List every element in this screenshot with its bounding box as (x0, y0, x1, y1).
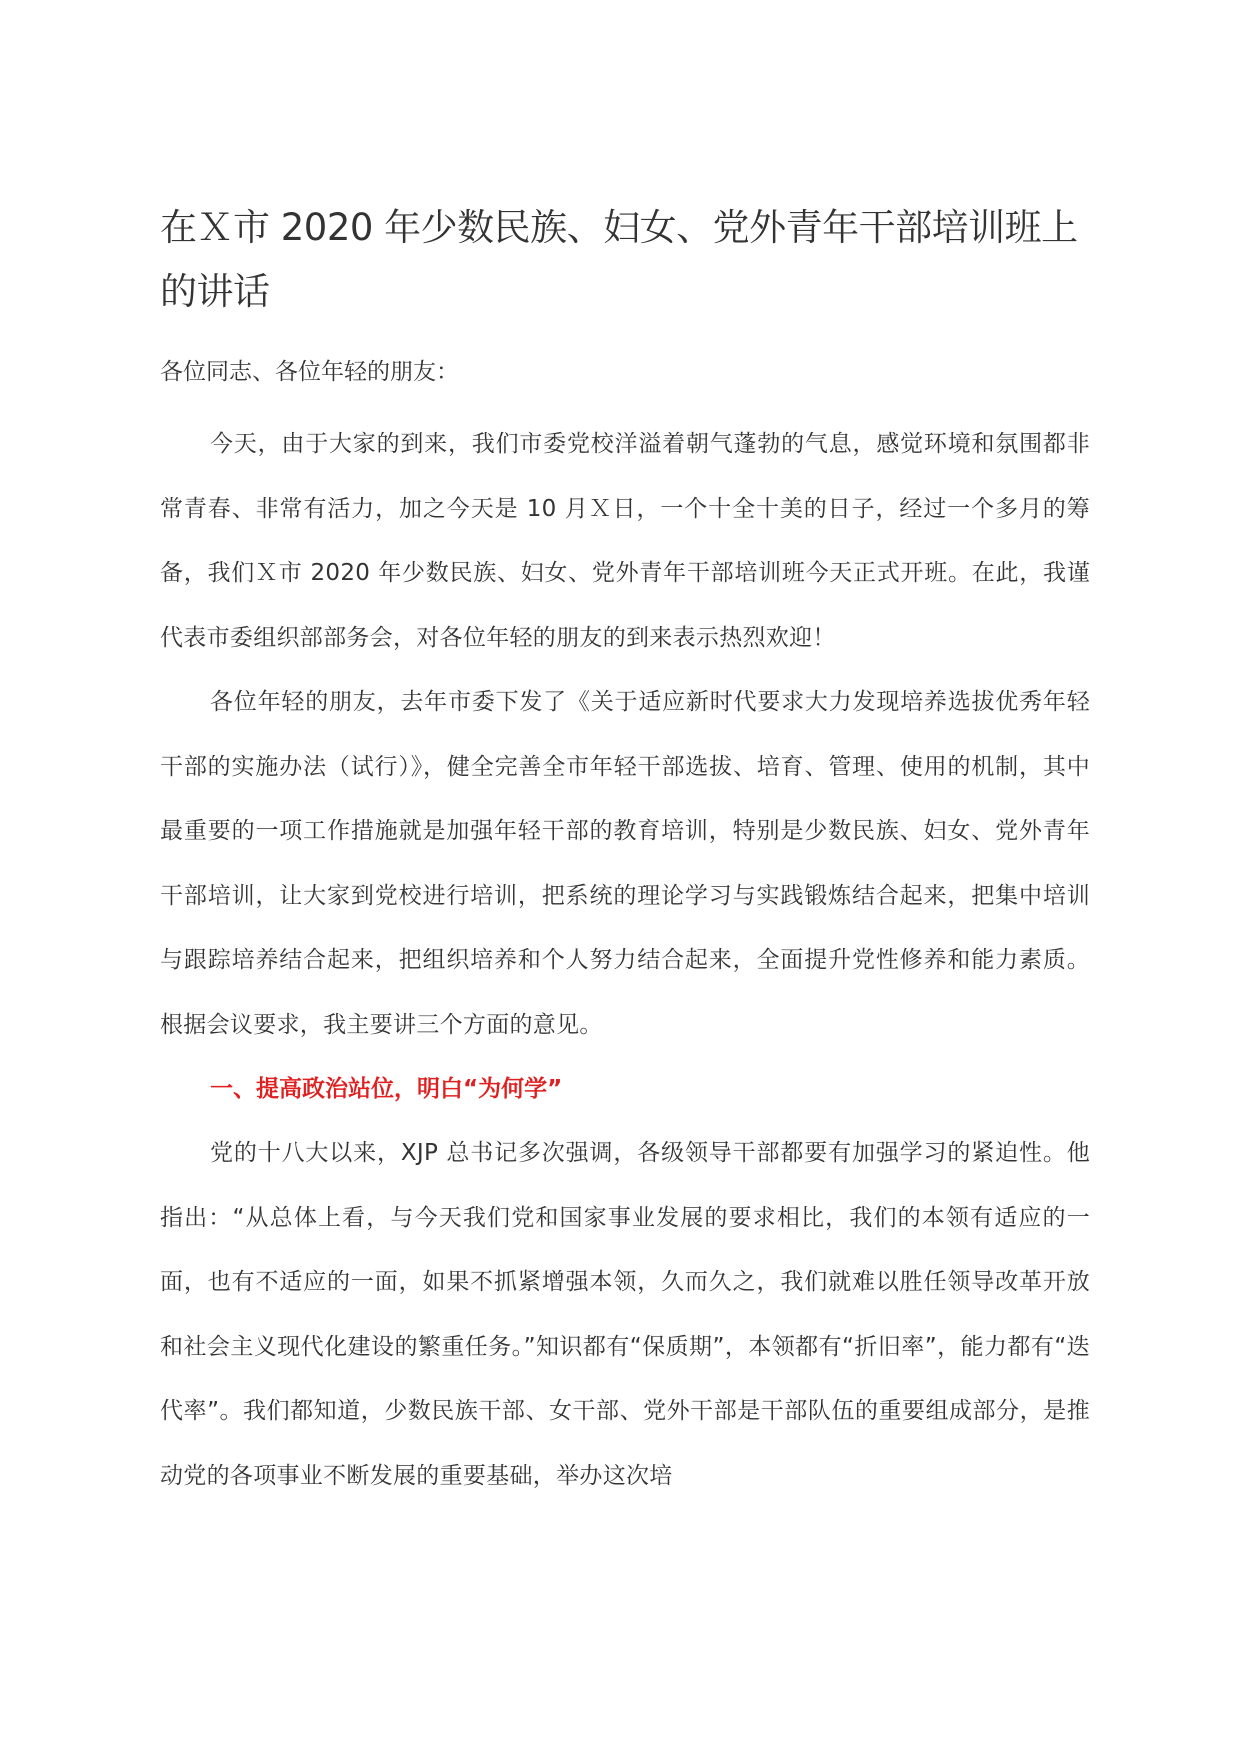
section-heading-1: 一、提高政治站位，明白“为何学” (210, 1076, 563, 1102)
document-title: 在Ｘ市 2020 年少数民族、妇女、党外青年干部培训班上的讲话 (160, 206, 1078, 313)
paragraph-background: 各位年轻的朋友，去年市委下发了《关于适应新时代要求大力发现培养选拔优秀年轻干部的实施办法（试行）》，健全完善全市年轻干部选拔、培育、管理、使用的机制，其中最重要的一项工作措施就是加强年轻干部的教育培训，特别是少数民族、妇女、党外青年干部培训，让大家到党校进行培训，把系统的理论学习与实践锻炼结合起来，把集中培训与跟踪培养结合起来，把组织培养和个人努力结合起来，全面提升党性修养和能力素质。根据会议要求，我主要讲三个方面的意见。 (160, 689, 1090, 1038)
paragraph-section-1: 党的十八大以来，XJP 总书记多次强调，各级领导干部都要有加强学习的紧迫性。他指出：“从总体上看，与今天我们党和国家事业发展的要求相比，我们的本领有适应的一面，也有不适应的一面，如果不抓紧增强本领，久而久之，我们就难以胜任领导改革开放和社会主义现代化建设的繁重任务。”知识都有“保质期”，本领都有“折旧率”，能力都有“迭代率”。我们都知道，少数民族干部、女干部、党外干部是干部队伍的重要组成部分，是推动党的各项事业不断发展的重要基础，举办这次培 (160, 1140, 1090, 1489)
paragraph-opening: 今天，由于大家的到来，我们市委党校洋溢着朝气蓬勃的气息，感觉环境和氛围都非常青春、非常有活力，加之今天是 10 月Ｘ日，一个十全十美的日子，经过一个多月的筹备，我们Ｘ市 2020 年少数民族、妇女、党外青年干部培训班今天正式开班。在此，我谨代表市委组织部部务会，对各位年轻的朋友的到来表示热烈欢迎！ (160, 431, 1090, 651)
salutation: 各位同志、各位年轻的朋友： (160, 359, 459, 385)
document-page (160, 196, 1090, 1508)
